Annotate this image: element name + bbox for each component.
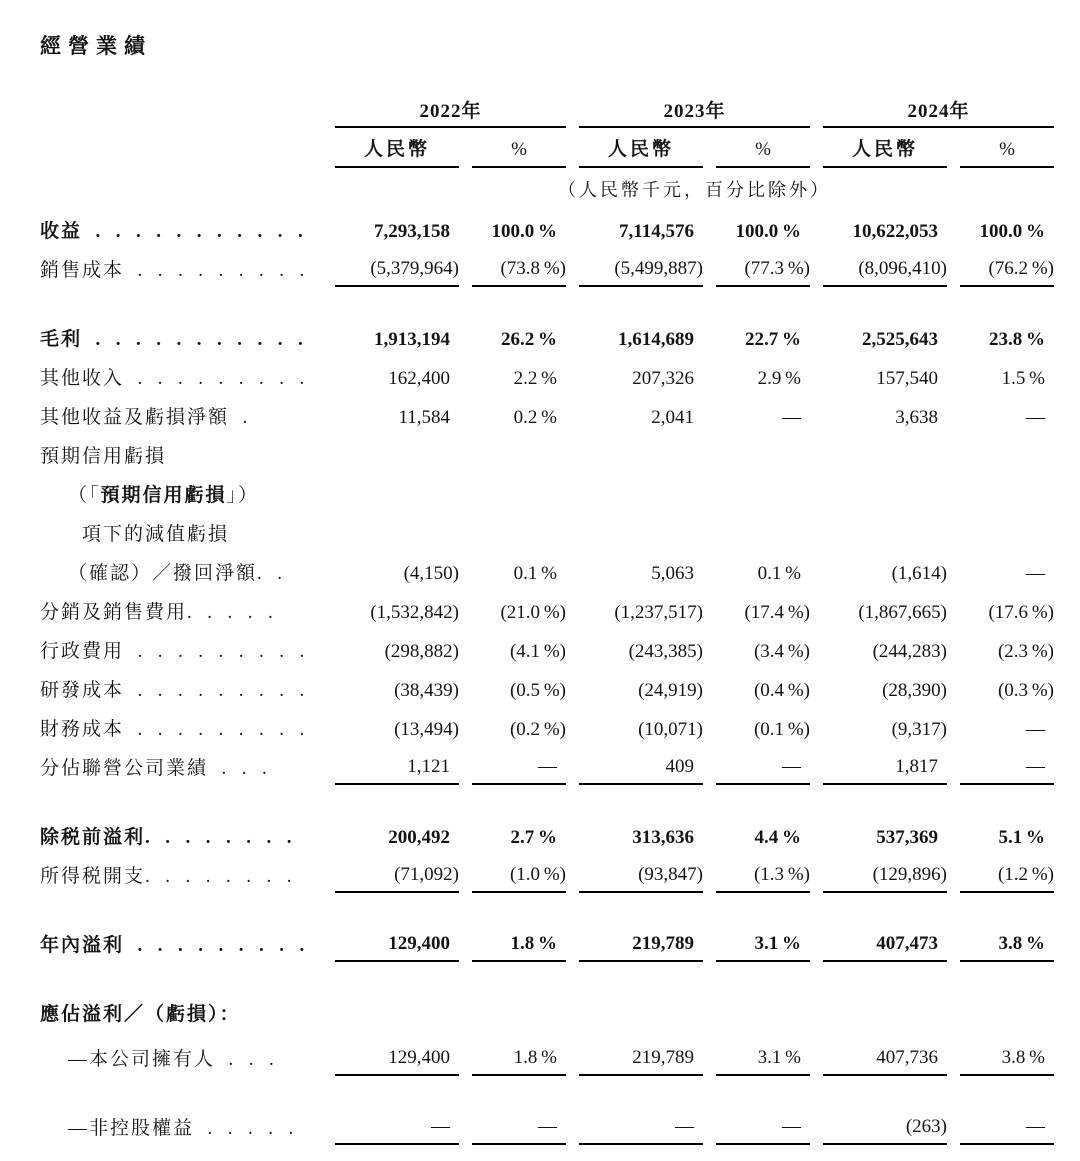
value-rmb: 2,525,643 bbox=[862, 329, 938, 350]
row-label-segment: 預期信用虧損 bbox=[100, 485, 227, 506]
row-label: （確認）／撥回淨額. . bbox=[68, 563, 285, 584]
value-rmb: 1,817 bbox=[823, 756, 947, 785]
value-pct: 1.5 % bbox=[1001, 368, 1045, 389]
value-rmb: (1,237,517) bbox=[614, 602, 703, 623]
table-row bbox=[40, 1037, 1054, 1076]
row-label: 財務成本 . . . . . . . . . bbox=[40, 719, 307, 740]
value-pct: (0.4 %) bbox=[753, 680, 810, 701]
value-rmb: 129,400 bbox=[335, 1047, 459, 1076]
value-pct: — bbox=[782, 407, 801, 428]
row-label: 年內溢利 . . . . . . . . . bbox=[40, 935, 307, 956]
value-pct: 2.9 % bbox=[757, 368, 801, 389]
value-rmb: (243,385) bbox=[628, 641, 703, 662]
value-pct: 23.8 % bbox=[988, 329, 1045, 350]
col-header-pct-2024: % bbox=[960, 139, 1054, 168]
value-rmb: 537,369 bbox=[876, 827, 938, 848]
value-pct: 1.8 % bbox=[472, 933, 566, 962]
row-label: 收益 . . . . . . . . . . . bbox=[40, 221, 305, 242]
col-header-rmb-2024: 人民幣 bbox=[823, 134, 947, 168]
value-pct: 3.8 % bbox=[960, 1047, 1054, 1076]
value-rmb: 219,789 bbox=[579, 1047, 703, 1076]
table-row bbox=[40, 317, 1054, 356]
value-pct: 2.7 % bbox=[510, 827, 557, 848]
value-pct: — bbox=[472, 756, 566, 785]
value-pct: 1.8 % bbox=[472, 1047, 566, 1076]
col-header-pct-2022: % bbox=[472, 139, 566, 168]
value-rmb: 200,492 bbox=[388, 827, 450, 848]
value-rmb: (244,283) bbox=[872, 641, 947, 662]
row-label: —本公司擁有人 . . . bbox=[68, 1049, 276, 1070]
value-pct: (0.5 %) bbox=[509, 680, 566, 701]
value-pct: 3.1 % bbox=[716, 1047, 810, 1076]
value-pct: (17.6 %) bbox=[988, 602, 1054, 623]
value-pct: (3.4 %) bbox=[753, 641, 810, 662]
value-pct: (0.2 %) bbox=[509, 719, 566, 740]
row-label: 除税前溢利. . . . . . . . bbox=[40, 827, 294, 848]
table-row bbox=[40, 992, 1054, 1031]
value-rmb: — bbox=[335, 1116, 459, 1145]
value-pct: — bbox=[960, 1116, 1054, 1145]
table-row bbox=[40, 854, 1054, 893]
value-rmb: (10,071) bbox=[638, 719, 703, 740]
row-label: 銷售成本 . . . . . . . . . bbox=[40, 260, 307, 281]
table-row bbox=[40, 590, 1054, 629]
table-row bbox=[40, 356, 1054, 395]
value-rmb: (5,379,964) bbox=[335, 258, 459, 287]
row-label bbox=[40, 480, 1054, 512]
value-rmb: (28,390) bbox=[882, 680, 947, 701]
value-rmb: (5,499,887) bbox=[579, 258, 703, 287]
value-rmb: 407,736 bbox=[823, 1047, 947, 1076]
row-label: —非控股權益 . . . . . bbox=[68, 1118, 296, 1139]
value-rmb: (38,439) bbox=[394, 680, 459, 701]
unit-note-row bbox=[40, 168, 1054, 204]
col-header-pct-2023: % bbox=[716, 139, 810, 168]
value-pct: — bbox=[716, 1116, 810, 1145]
table-row bbox=[40, 1106, 1054, 1145]
page-title: 經營業績 bbox=[40, 34, 152, 58]
value-rmb: 5,063 bbox=[651, 563, 694, 584]
value-pct: (1.0 %) bbox=[472, 864, 566, 893]
table-row bbox=[40, 815, 1054, 854]
table-row bbox=[40, 746, 1054, 785]
value-rmb: 2,041 bbox=[651, 407, 694, 428]
year-header-2024: 2024年 bbox=[823, 96, 1054, 128]
value-rmb: (9,317) bbox=[891, 719, 947, 740]
value-rmb: 1,121 bbox=[335, 756, 459, 785]
table-row bbox=[40, 629, 1054, 668]
row-label-segment: 」） bbox=[226, 485, 260, 506]
value-pct: 0.2 % bbox=[513, 407, 557, 428]
value-rmb: 207,326 bbox=[632, 368, 694, 389]
table-row bbox=[40, 668, 1054, 707]
table-row bbox=[40, 248, 1054, 287]
row-label: 其他收益及虧損淨額 . bbox=[40, 407, 250, 428]
value-rmb: (298,882) bbox=[384, 641, 459, 662]
value-rmb: 7,293,158 bbox=[374, 221, 450, 242]
table-row bbox=[40, 473, 1054, 512]
value-pct: (76.2 %) bbox=[960, 258, 1054, 287]
table-row bbox=[40, 395, 1054, 434]
row-label: 研發成本 . . . . . . . . . bbox=[40, 680, 307, 701]
value-pct: (1.3 %) bbox=[716, 864, 810, 893]
value-rmb: (1,867,665) bbox=[858, 602, 947, 623]
row-label: 項下的減值虧損 bbox=[82, 524, 230, 545]
table-row bbox=[40, 551, 1054, 590]
value-pct: 100.0 % bbox=[491, 221, 557, 242]
value-rmb: 162,400 bbox=[388, 368, 450, 389]
value-pct: 3.8 % bbox=[960, 933, 1054, 962]
table-row bbox=[40, 923, 1054, 962]
value-pct: (73.8 %) bbox=[472, 258, 566, 287]
year-header-row bbox=[40, 90, 1054, 128]
value-pct: — bbox=[1026, 563, 1045, 584]
value-rmb: 409 bbox=[579, 756, 703, 785]
row-label: 分銷及銷售費用. . . . . bbox=[40, 602, 275, 623]
value-rmb: 3,638 bbox=[895, 407, 938, 428]
value-rmb: (4,150) bbox=[403, 563, 459, 584]
value-pct: 3.1 % bbox=[716, 933, 810, 962]
value-rmb: (71,092) bbox=[335, 864, 459, 893]
value-pct: 2.2 % bbox=[513, 368, 557, 389]
value-pct: (1.2 %) bbox=[960, 864, 1054, 893]
value-rmb: (263) bbox=[823, 1116, 947, 1145]
row-label: 分佔聯營公司業績 . . . bbox=[40, 758, 269, 779]
value-rmb: 313,636 bbox=[632, 827, 694, 848]
value-rmb: (1,532,842) bbox=[370, 602, 459, 623]
value-pct: — bbox=[1026, 719, 1045, 740]
value-pct: 100.0 % bbox=[979, 221, 1045, 242]
value-rmb: 1,913,194 bbox=[374, 329, 450, 350]
value-pct: — bbox=[960, 756, 1054, 785]
sub-header-row bbox=[40, 128, 1054, 168]
row-label: 所得税開支. . . . . . . . bbox=[40, 866, 294, 887]
row-label: 其他收入 . . . . . . . . . bbox=[40, 368, 307, 389]
table-body bbox=[40, 209, 1054, 1145]
value-pct: (0.1 %) bbox=[753, 719, 810, 740]
value-pct: 26.2 % bbox=[500, 329, 557, 350]
table-row bbox=[40, 434, 1054, 473]
value-pct: 5.1 % bbox=[998, 827, 1045, 848]
value-rmb: — bbox=[579, 1116, 703, 1145]
value-rmb: 1,614,689 bbox=[618, 329, 694, 350]
value-rmb: (13,494) bbox=[394, 719, 459, 740]
value-pct: — bbox=[1026, 407, 1045, 428]
row-label: 預期信用虧損 bbox=[40, 446, 167, 467]
value-rmb: 11,584 bbox=[398, 407, 450, 428]
row-label: 行政費用 . . . . . . . . . bbox=[40, 641, 307, 662]
value-pct: (77.3 %) bbox=[716, 258, 810, 287]
value-pct: — bbox=[716, 756, 810, 785]
value-rmb: (129,896) bbox=[823, 864, 947, 893]
year-header-2022: 2022年 bbox=[335, 96, 566, 128]
operating-results-table bbox=[40, 90, 1054, 1145]
col-header-rmb-2022: 人民幣 bbox=[335, 134, 459, 168]
row-label: 毛利 . . . . . . . . . . . bbox=[40, 329, 305, 350]
value-rmb: 157,540 bbox=[876, 368, 938, 389]
value-pct: (17.4 %) bbox=[744, 602, 810, 623]
year-header-2023: 2023年 bbox=[579, 96, 810, 128]
value-rmb: 129,400 bbox=[335, 933, 459, 962]
value-rmb: 219,789 bbox=[579, 933, 703, 962]
value-rmb: 10,622,053 bbox=[852, 221, 938, 242]
value-rmb: 7,114,576 bbox=[619, 221, 694, 242]
value-pct: 22.7 % bbox=[744, 329, 801, 350]
unit-note: （人民幣千元，百分比除外） bbox=[558, 180, 831, 200]
value-rmb: 407,473 bbox=[823, 933, 947, 962]
col-header-rmb-2023: 人民幣 bbox=[579, 134, 703, 168]
table-row bbox=[40, 707, 1054, 746]
value-rmb: (93,847) bbox=[579, 864, 703, 893]
table-row bbox=[40, 209, 1054, 248]
value-pct: 0.1 % bbox=[513, 563, 557, 584]
row-label-segment: （「 bbox=[68, 485, 101, 506]
value-pct: 0.1 % bbox=[757, 563, 801, 584]
value-pct: (0.3 %) bbox=[997, 680, 1054, 701]
value-rmb: (1,614) bbox=[891, 563, 947, 584]
value-pct: 100.0 % bbox=[735, 221, 801, 242]
value-rmb: (24,919) bbox=[638, 680, 703, 701]
value-pct: (21.0 %) bbox=[500, 602, 566, 623]
value-pct: 4.4 % bbox=[754, 827, 801, 848]
value-rmb: (8,096,410) bbox=[823, 258, 947, 287]
value-pct: (4.1 %) bbox=[509, 641, 566, 662]
value-pct: — bbox=[472, 1116, 566, 1145]
value-pct: (2.3 %) bbox=[997, 641, 1054, 662]
row-label: 應佔溢利／（虧損）： bbox=[40, 1004, 241, 1025]
table-row bbox=[40, 512, 1054, 551]
